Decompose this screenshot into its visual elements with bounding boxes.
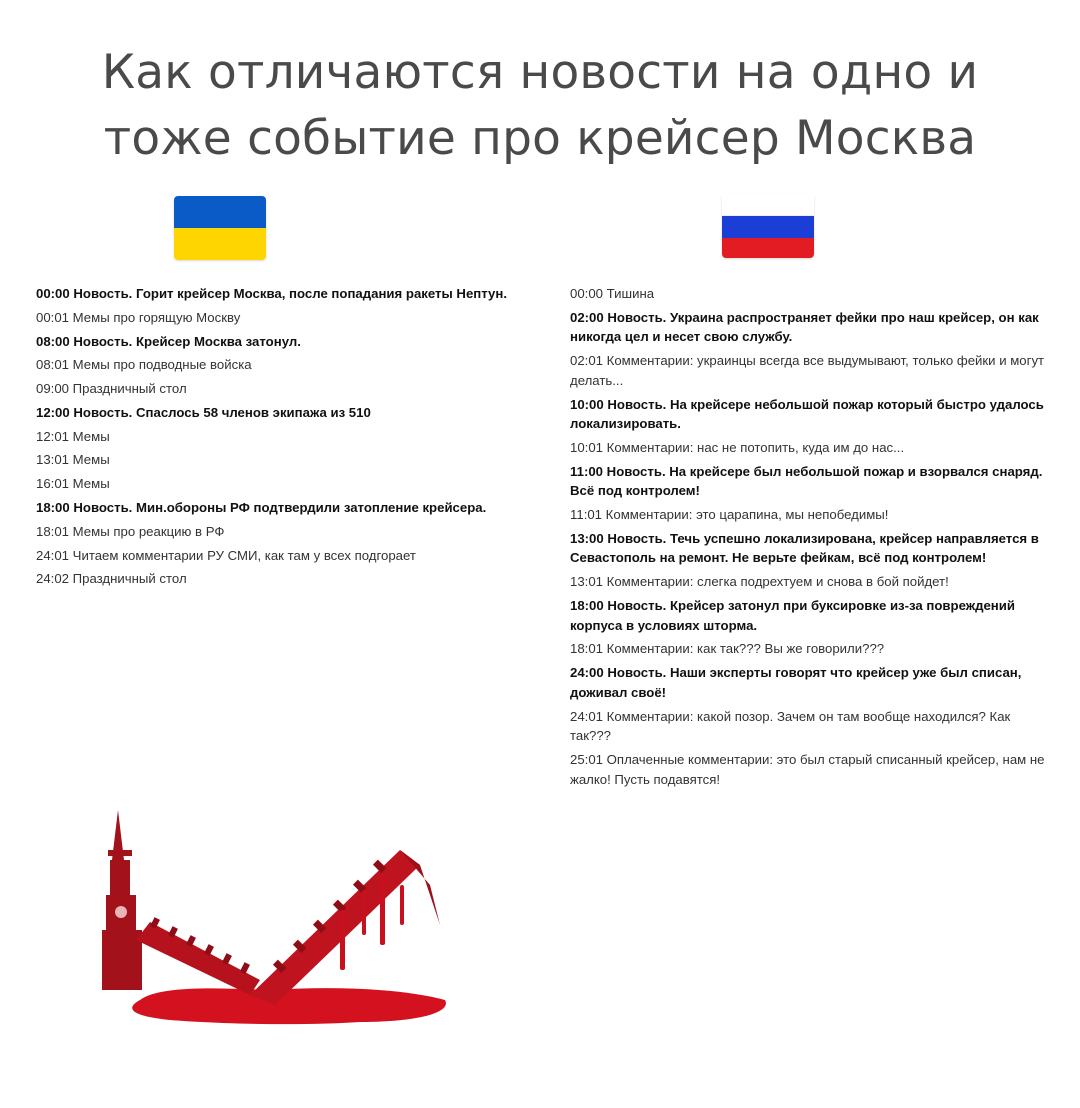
sinking-kremlin-wall-illustration: [100, 790, 460, 1030]
russia-reaction-entry: 13:01 Комментарии: слегка подрехтуем и снова в бой пойдет!: [570, 574, 949, 590]
ukraine-news-entry: 12:00 Новость. Спаслось 58 членов экипажа из 510: [36, 404, 371, 420]
russia-flag-icon: [722, 194, 814, 258]
ukraine-news-entry: 08:00 Новость. Крейсер Москва затонул.: [36, 333, 301, 349]
ukraine-reaction-entry: 24:01 Читаем комментарии РУ СМИ, как там у всех подгорает: [36, 547, 416, 563]
ukraine-reaction-entry: 08:01 Мемы про подводные войска: [36, 357, 252, 373]
ukraine-news-timeline: [36, 284, 526, 593]
russia-reaction-entry: 18:01 Комментарии: как так??? Вы же говорили???: [570, 641, 885, 657]
russia-news-entry: 18:00 Новость. Крейсер затонул при буксировке из-за повреждений корпуса в условиях шторма.: [570, 598, 1015, 633]
russia-reaction-entry: 25:01 Оплаченные комментарии: это был старый списанный крейсер, нам не жалко! Пусть подавятся!: [570, 751, 1045, 787]
russia-reaction-entry: 00:00 Тишина: [570, 286, 655, 301]
russia-reaction-entry: 10:01 Комментарии: нас не потопить, куда им до нас...: [570, 439, 905, 455]
ukraine-reaction-entry: 09:00 Праздничный стол: [36, 381, 187, 397]
ukraine-reaction-entry: 12:01 Мемы: [36, 428, 110, 444]
russia-reaction-entry: 02:01 Комментарии: украинцы всегда все выдумывают, только фейки и могут делать...: [570, 353, 1045, 388]
ukraine-reaction-entry: 13:01 Мемы: [36, 452, 110, 468]
russia-reaction-entry: 24:01 Комментарии: какой позор. Зачем он там вообще находился? Как так???: [570, 708, 1011, 744]
title-line-2: тоже событие про крейсер Москва: [103, 111, 977, 166]
russia-news-entry: 02:00 Новость. Украина распространяет фейки про наш крейсер, он как никогда цел и несет свою службу.: [570, 309, 1039, 345]
russia-news-entry: 11:00 Новость. На крейсере был небольшой пожар и взорвался снаряд. Всё под контролем!: [570, 463, 1043, 499]
ukraine-news-entry: 00:00 Новость. Горит крейсер Москва, после попадания ракеты Нептун.: [36, 286, 508, 301]
ukraine-reaction-entry: 18:01 Мемы про реакцию в РФ: [36, 523, 225, 539]
russia-news-entry: 10:00 Новость. На крейсере небольшой пожар который быстро удалось локализировать.: [570, 396, 1044, 432]
russia-news-entry: 24:00 Новость. Наши эксперты говорят что крейсер уже был списан, доживал своё!: [570, 665, 1022, 700]
ukraine-news-entry: 18:00 Новость. Мин.обороны РФ подтвердили затопление крейсера.: [36, 500, 487, 516]
title-line-1: Как отличаются новости на одно и: [101, 45, 979, 100]
russia-news-timeline: [570, 284, 1050, 793]
russia-reaction-entry: 11:01 Комментарии: это царапина, мы непобедимы!: [570, 507, 889, 523]
page-title: [0, 40, 1080, 172]
ukraine-reaction-entry: 24:02 Праздничный стол: [36, 571, 187, 587]
russia-news-entry: 13:00 Новость. Течь успешно локализирована, крейсер направляется в Севастополь на ремонт. Не верьте фейкам, всё под контролем!: [570, 530, 1039, 566]
ukraine-reaction-entry: 00:01 Мемы про горящую Москву: [36, 309, 241, 325]
ukraine-flag-icon: [174, 196, 266, 260]
ukraine-reaction-entry: 16:01 Мемы: [36, 476, 110, 492]
